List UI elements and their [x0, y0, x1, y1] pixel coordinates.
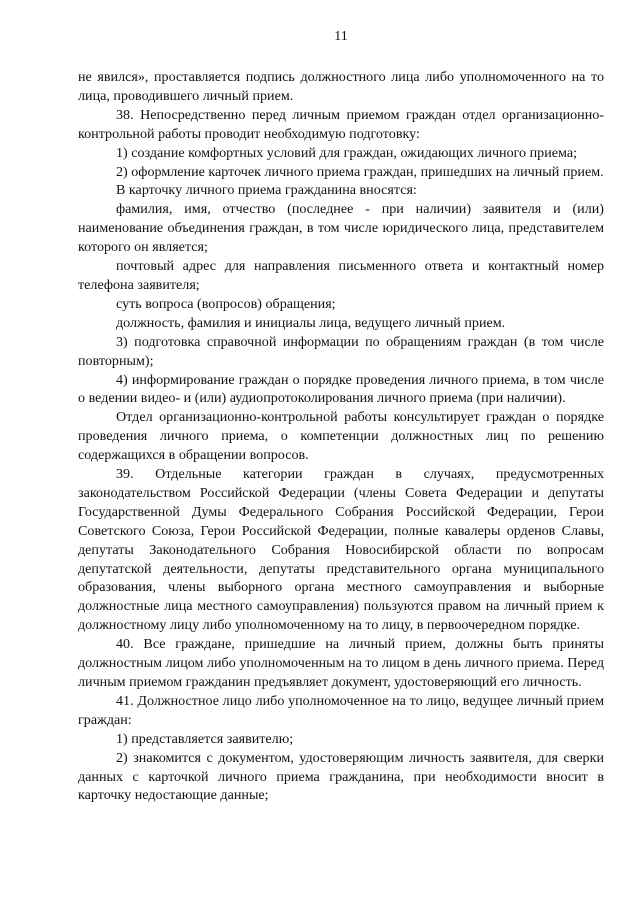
paragraph-card-name: фамилия, имя, отчество (последнее - при наличии) заявителя и (или) наименование объединения граждан, в том числе юридического лица, представителем которого он является;	[78, 201, 604, 256]
paragraph-department-consults: Отдел организационно-контрольной работы консультирует граждан о порядке проведения личного приема, о компетенции должностных лиц по решению содержащихся в обращении вопросов.	[78, 409, 604, 464]
paragraph-38-item-2: 2) оформление карточек личного приема граждан, пришедших на личный прием.	[116, 163, 604, 180]
paragraph-38-item-4: 4) информирование граждан о порядке проведения личного приема, в том числе о ведении видео- и (или) аудиопротоколирования личного приема (при наличии).	[78, 371, 604, 407]
paragraph-40: 40. Все граждане, пришедшие на личный прием, должны быть приняты должностным лицом либо уполномоченным на то лицом в день личного приема. Перед личным приемом гражданин предъявляет документ, удостоверяющий его личность.	[78, 636, 604, 690]
paragraph-41-item-1: 1) представляется заявителю;	[116, 730, 294, 747]
paragraph-38: 38. Непосредственно перед личным приемом граждан отдел организационно-контрольной работы проводит необходимую подготовку:	[78, 106, 604, 142]
paragraph-card-intro: В карточку личного приема гражданина вносятся:	[116, 182, 417, 199]
paragraph-41-item-2: 2) знакомится с документом, удостоверяющим личность заявителя, для сверки данных с карточкой личного приема гражданина, при необходимости вносит в карточку недостающие данные;	[78, 749, 604, 804]
paragraph-card-official: должность, фамилия и инициалы лица, ведущего личный прием.	[116, 314, 506, 331]
paragraph-continuation: не явился», проставляется подпись должностного лица либо уполномоченного на то лица, проводившего личный прием.	[78, 69, 604, 104]
paragraph-39: 39. Отдельные категории граждан в случаях, предусмотренных законодательством Российской Федерации (члены Совета Федерации и депутаты Государственной Думы Федерального Собрания Российской Федерации, Герои Советского Союза, Герои Российской Федерации, полные кавалеры орденов Славы, депутаты Законодательного Собрания Новосибирской области по вопросам депутатской деятельности, депутаты представительного органа муниципального образования, члены выборного органа местного самоуправления и выборные должностные лица местного самоуправления) пользуются правом на личный прием к должностному лицу либо уполномоченному на то лицу, в первоочередном порядке.	[78, 466, 604, 634]
paragraph-card-question: суть вопроса (вопросов) обращения;	[116, 295, 336, 312]
paragraph-38-item-1: 1) создание комфортных условий для граждан, ожидающих личного приема;	[116, 144, 577, 161]
page-number: 11	[334, 29, 348, 44]
paragraph-38-item-3: 3) подготовка справочной информации по обращениям граждан (в том числе повторным);	[78, 333, 604, 369]
paragraph-41: 41. Должностное лицо либо уполномоченное на то лицо, ведущее личный прием граждан:	[78, 692, 604, 728]
paragraph-card-address: почтовый адрес для направления письменного ответа и контактный номер телефона заявителя;	[78, 258, 604, 293]
